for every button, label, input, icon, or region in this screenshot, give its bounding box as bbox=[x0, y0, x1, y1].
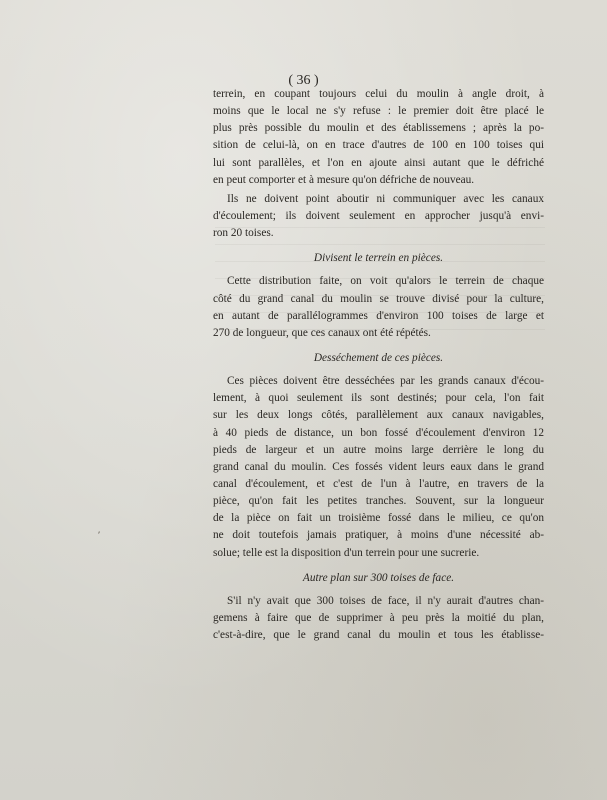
text-line: en peut comporter et à mesure qu'on défriche de nouveau. bbox=[213, 173, 475, 186]
text-line: ron 20 toises. bbox=[213, 227, 274, 240]
section-heading-dessechement: Desséchement de ces pièces. bbox=[313, 352, 444, 365]
text-line: plus près possible du moulin et des établissemens ; après la po- bbox=[213, 122, 544, 135]
text-line: Ils ne doivent point aboutir ni communiquer avec les canaux bbox=[227, 192, 544, 205]
text-line: côté du grand canal du moulin se trouve divisé pour la culture, bbox=[213, 292, 544, 305]
text-line: en autant de parallélogrammes d'environ 100 toises de large et bbox=[213, 309, 544, 322]
text-line: pieds de largeur et un autre moins large derrière le long du bbox=[213, 443, 544, 456]
text-line: lui sont parallèles, et l'on en ajoute ainsi autant que le défriché bbox=[213, 156, 544, 169]
text-line: Cette distribution faite, on voit qu'alors le terrein de chaque bbox=[227, 275, 544, 288]
paragraph-1 bbox=[213, 86, 544, 189]
text-line: d'écoulement; ils doivent seulement en approcher jusqu'à envi- bbox=[213, 210, 544, 223]
text-line: sur les deux longs côtés, parallèlement aux canaux navigables, bbox=[213, 409, 544, 422]
text-line: ne doit toutefois jamais pratiquer, à moins d'une nécessité ab- bbox=[213, 529, 544, 542]
text-line: sition de celui-là, on en trace d'autres de 100 en 100 toises qui bbox=[213, 139, 544, 152]
text-line: terrein, en coupant toujours celui du moulin à angle droit, à bbox=[213, 88, 544, 100]
paragraph-2 bbox=[213, 191, 544, 242]
paragraph-5 bbox=[213, 593, 544, 644]
section-heading-divisent: Divisent le terrein en pièces. bbox=[313, 252, 444, 265]
text-line: à 40 pieds de distance, un bon fossé d'écoulement d'environ 12 bbox=[213, 426, 544, 439]
text-line: de la pièce on fait un troisième fossé dans le milieu, ce qu'on bbox=[213, 512, 544, 525]
text-line: c'est-à-dire, que le grand canal du moulin et tous les établisse- bbox=[213, 629, 544, 642]
text-line: gemens à faire que de supprimer à peu près la moitié du plan, bbox=[213, 611, 544, 624]
text-line: 270 de longueur, que ces canaux ont été répétés. bbox=[213, 326, 431, 339]
text-line: grand canal du moulin. Ces fossés vident leurs eaux dans le grand bbox=[213, 460, 544, 473]
paragraph-3 bbox=[213, 273, 544, 342]
text-line: pièce, qu'on fait les petites tranches. Souvent, sur la longueur bbox=[213, 495, 544, 508]
body-text bbox=[213, 86, 544, 644]
paper-speck: ⸴ bbox=[98, 526, 101, 536]
text-line: moins que le local ne s'y refuse : le premier doit être placé le bbox=[213, 105, 544, 118]
text-line: solue; telle est la disposition d'un terrein pour une sucrerie. bbox=[213, 546, 480, 559]
text-line: canal d'écoulement, et c'est de l'un à l'autre, en travers de la bbox=[213, 477, 544, 490]
section-heading-autre-plan: Autre plan sur 300 toises de face. bbox=[302, 571, 455, 584]
text-line: Ces pièces doivent être desséchées par les grands canaux d'écou- bbox=[227, 375, 544, 388]
text-line: S'il n'y avait que 300 toises de face, il n'y aurait d'autres chan- bbox=[227, 594, 544, 607]
page-number: ( 36 ) bbox=[288, 73, 319, 88]
paragraph-4 bbox=[213, 373, 544, 562]
text-line: lement, à quoi seulement ils sont destinés; pour cela, l'on fait bbox=[213, 392, 544, 405]
